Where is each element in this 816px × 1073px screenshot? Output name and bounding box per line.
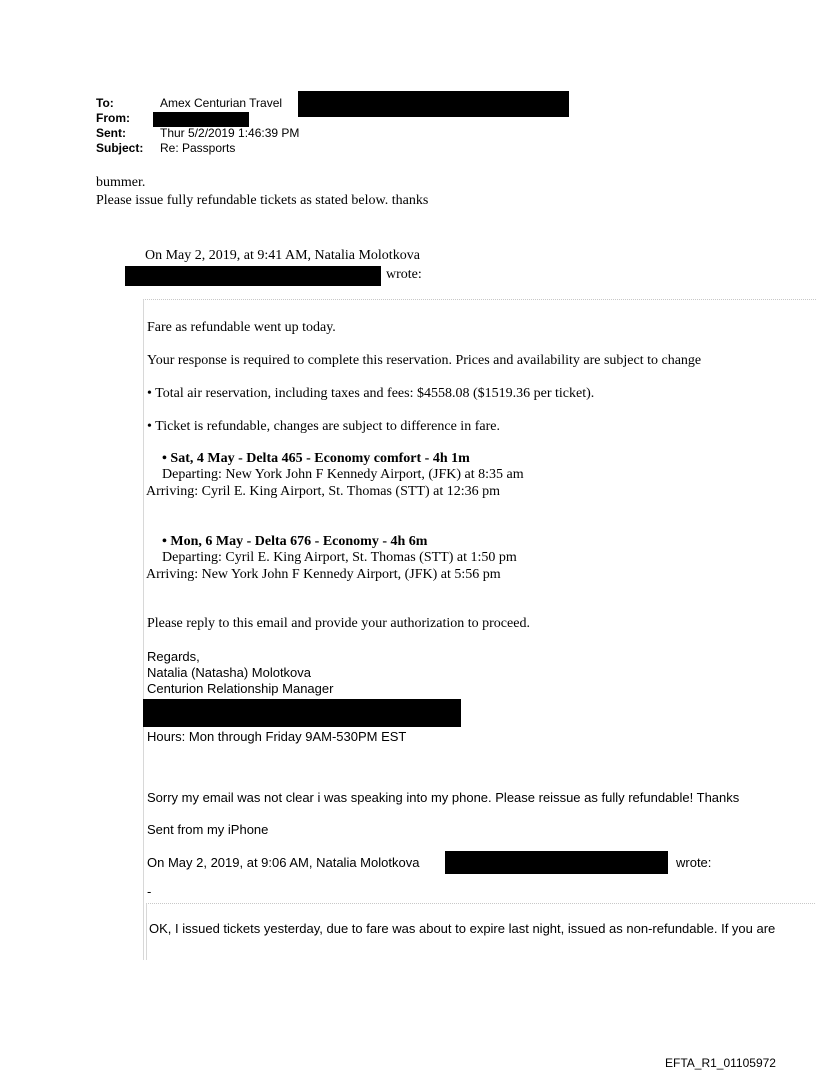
reply-line-2: Please issue fully refundable tickets as stated below. thanks: [96, 193, 429, 208]
from-label: From:: [96, 111, 130, 125]
quoted-paragraph-1: Fare as refundable went up today.: [147, 320, 336, 335]
to-label: To:: [96, 96, 114, 110]
quoted-paragraph-2: Your response is required to complete this reservation. Prices and availability are subject to change: [147, 353, 702, 368]
second-quote-wrote: wrote:: [676, 855, 712, 870]
redaction-quote-email: [125, 266, 381, 286]
signature-title: Centurion Relationship Manager: [147, 681, 334, 696]
signature-name: Natalia (Natasha) Molotkova: [147, 665, 312, 680]
flight-2-departing: Departing: Cyril E. King Airport, St. Thomas (STT) at 1:50 pm: [162, 550, 517, 565]
redaction-signature-contact: [143, 699, 461, 727]
to-value: Amex Centurian Travel: [160, 96, 283, 110]
quoted-bullet-total: • Total air reservation, including taxes and fees: $4558.08 ($1519.36 per ticket).: [147, 386, 595, 401]
ok-issued-message: OK, I issued tickets yesterday, due to fare was about to expire last night, issued as non-refundable. If you are: [149, 921, 776, 936]
quoted-paragraph-authorization: Please reply to this email and provide your authorization to proceed.: [147, 616, 530, 631]
quoted-bullet-refundable: • Ticket is refundable, changes are subject to difference in fare.: [147, 419, 500, 434]
redaction-from: [153, 112, 249, 127]
flight-1-title: • Sat, 4 May - Delta 465 - Economy comfort - 4h 1m: [162, 451, 470, 466]
flight-2-arriving: Arriving: New York John F Kennedy Airport, (JFK) at 5:56 pm: [146, 567, 501, 582]
signature-regards: Regards,: [147, 649, 200, 664]
quote-intro-line-2: wrote:: [386, 267, 422, 282]
reply-line-1: bummer.: [96, 175, 146, 190]
quote-intro-line-1: On May 2, 2019, at 9:41 AM, Natalia Molotkova: [145, 248, 420, 263]
sent-label: Sent:: [96, 126, 126, 140]
flight-1-departing: Departing: New York John F Kennedy Airport, (JFK) at 8:35 am: [162, 467, 524, 482]
separator-dash: -: [147, 884, 152, 899]
document-id: EFTA_R1_01105972: [665, 1056, 776, 1070]
signature-hours: Hours: Mon through Friday 9AM-530PM EST: [147, 729, 407, 744]
redaction-to: [298, 91, 569, 117]
sorry-message: Sorry my email was not clear i was speaking into my phone. Please reissue as fully refundable! Thanks: [147, 790, 740, 805]
subject-value: Re: Passports: [160, 141, 236, 155]
second-quote-intro: On May 2, 2019, at 9:06 AM, Natalia Molotkova: [147, 855, 420, 870]
flight-1-arriving: Arriving: Cyril E. King Airport, St. Thomas (STT) at 12:36 pm: [146, 484, 500, 499]
sent-from-iphone: Sent from my iPhone: [147, 822, 269, 837]
subject-label: Subject:: [96, 141, 144, 155]
redaction-second-email: [445, 851, 668, 874]
sent-value: Thur 5/2/2019 1:46:39 PM: [160, 126, 300, 140]
flight-2-title: • Mon, 6 May - Delta 676 - Economy - 4h 6m: [162, 534, 428, 549]
